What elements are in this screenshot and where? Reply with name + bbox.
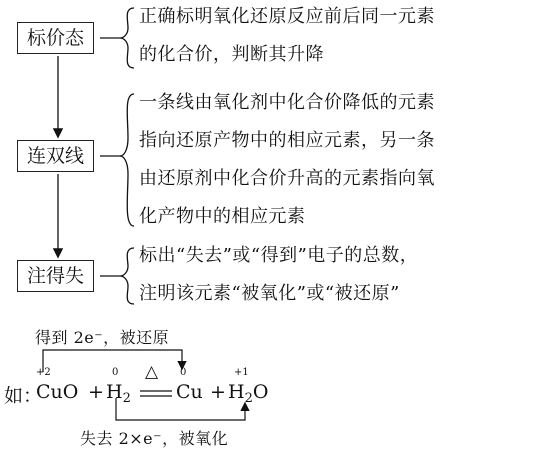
ox-state-h-right: +1 [234, 367, 249, 378]
brace-1 [120, 8, 134, 68]
step1-desc-line1: 正确标明氧化还原反应前后同一元素 [139, 6, 435, 27]
ox-state-h-left: 0 [112, 367, 119, 378]
product-h2o: $H_2O$ [228, 381, 269, 406]
gain-electron-note: 得到 2e⁻，被还原 [35, 328, 170, 347]
step3-desc-line2: 注明该元素“被氧化”或“被还原” [139, 283, 400, 304]
step3-desc-line1: 标出“失去”或“得到”电子的总数， [139, 245, 419, 266]
step2-desc-line4: 化产物中的相应元素 [139, 206, 306, 227]
step1-desc-line2: 的化合价，判断其升降 [139, 44, 324, 65]
step-box-electron-gain-loss: 注得失 [17, 260, 94, 292]
step-box-label-valence: 标价态 [17, 22, 94, 54]
plus-sign-1: + [88, 381, 104, 403]
ox-state-cu-right: 0 [180, 367, 187, 378]
equation-prefix: 如： [4, 385, 43, 407]
reactant-h2: $H_2$ [106, 381, 131, 406]
product-cu: Cu [176, 381, 203, 403]
step2-desc-line2: 指向还原产物中的相应元素，另一条 [139, 130, 435, 151]
ox-state-cu-left: +2 [36, 367, 51, 378]
step2-desc-line1: 一条线由氧化剂中化合价降低的元素 [139, 92, 435, 113]
lose-electron-note: 失去 2×e⁻，被氧化 [80, 429, 229, 448]
plus-sign-2: + [210, 381, 226, 403]
heat-condition-icon: △ [145, 362, 159, 382]
step2-desc-line3: 由还原剂中化合价升高的元素指向氧 [139, 168, 435, 189]
brace-3 [120, 248, 134, 304]
step-box-connect-lines: 连双线 [17, 140, 94, 172]
brace-2 [120, 94, 134, 226]
reactant-cuo: CuO [36, 381, 79, 403]
